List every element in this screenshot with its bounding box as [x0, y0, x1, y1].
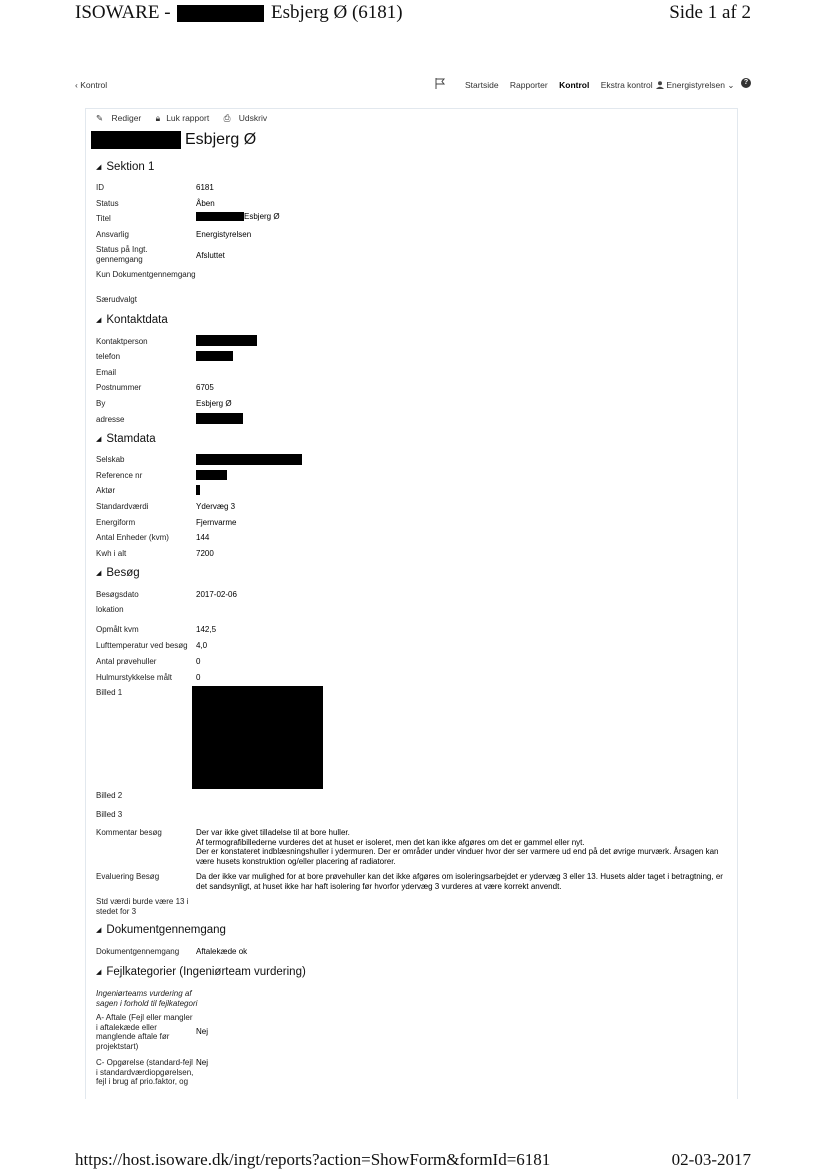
field-value	[196, 335, 257, 346]
field-value: 2017-02-06	[196, 590, 237, 599]
field-value	[196, 485, 200, 495]
field-label: Kontaktperson	[96, 337, 148, 346]
page-title-text: Esbjerg Ø	[185, 131, 257, 148]
field-label: Energiform	[96, 518, 136, 527]
redacted-value	[196, 454, 302, 465]
edit-button-label: Rediger	[111, 113, 142, 123]
field-value: Nej	[196, 1058, 209, 1067]
field-label: Standardværdi	[96, 502, 149, 511]
field-value: Aftalekæde ok	[196, 947, 248, 956]
field-value: 142,5	[196, 625, 217, 634]
titel-text: Esbjerg Ø	[244, 212, 280, 221]
collapse-triangle-icon: ◢	[96, 316, 102, 324]
field-label: Kommentar besøg	[96, 828, 162, 837]
billed1-image[interactable]	[192, 686, 323, 789]
redacted-value	[196, 485, 200, 495]
section-title: Fejlkategorier (Ingeniørteam vurdering)	[106, 966, 306, 978]
field-label: Selskab	[96, 455, 125, 464]
user-menu[interactable]	[656, 80, 734, 91]
print-header-app: ISOWARE -	[75, 2, 171, 23]
fejl-intro: Ingeniørteams vurdering af sagen i forhold til fejlkategori	[96, 989, 198, 1008]
field-label: Billed 2	[96, 791, 123, 800]
chevron-left-icon: ‹	[75, 80, 78, 90]
field-label: Email	[96, 368, 117, 377]
print-button-label: Udskriv	[238, 113, 268, 123]
field-value: 6181	[196, 183, 214, 192]
field-value: 0	[196, 673, 201, 682]
help-icon[interactable]: ?	[741, 78, 751, 88]
field-value: Esbjerg Ø	[196, 399, 232, 408]
edit-button[interactable]	[96, 113, 147, 123]
field-label: C- Opgørelse (standard-fejl i standardværdiopgørelsen, fejl i brug af prio.faktor, og	[96, 1058, 194, 1086]
back-link-label: Kontrol	[80, 80, 108, 90]
kommentar-line: Der var ikke givet tilladelse til at bore huller.	[196, 828, 350, 837]
collapse-triangle-icon: ◢	[96, 926, 102, 934]
field-label: Aktør	[96, 486, 116, 495]
field-value: Ydervæg 3	[196, 502, 236, 511]
kommentar-line: Der er konstateret indblæsningshuller i ydermuren. Der er områder under vinduer hvor der ser varmere ud end på det øvrige murværk. Årsagen kan være husets konstruktion og/eller placering af radiatorer.	[196, 847, 719, 866]
lock-button-label: Luk rapport	[166, 113, 210, 123]
field-label: Kwh i alt	[96, 549, 127, 558]
section-besog[interactable]	[96, 567, 140, 579]
collapse-triangle-icon: ◢	[96, 163, 102, 171]
collapse-triangle-icon: ◢	[96, 569, 102, 577]
section-title: Kontaktdata	[106, 314, 168, 326]
field-value	[196, 351, 233, 361]
field-value: Nej	[196, 1027, 209, 1036]
field-label: Reference nr	[96, 471, 143, 480]
field-label: Særudvalgt	[96, 295, 137, 304]
redacted-value	[196, 335, 257, 346]
redacted-image	[192, 686, 323, 789]
evaluering-text: Da der ikke var mulighed for at bore prøvehuller kan det ikke afgøres om isoleringsarbejdet er ydervæg 3 eller 13. Husets alder taget i betragtning, er det sandsynligt, at huset ikke har haft isolering før hvorfor ydervæg 3 vurderes at være korrekt anvendt.	[196, 872, 723, 891]
field-label: Billed 3	[96, 810, 123, 819]
field-label: Besøgsdato	[96, 590, 139, 599]
field-label: Hulmurstykkelse målt	[96, 673, 173, 682]
page-title	[91, 131, 256, 153]
section-title: Sektion 1	[106, 161, 155, 173]
field-label: Antal Enheder (kvm)	[96, 533, 169, 542]
field-label: Kun Dokumentgennemgang	[96, 270, 196, 279]
user-menu-label: Energistyrelsen	[666, 80, 725, 90]
edit-icon: ✎	[96, 113, 104, 123]
field-label: telefon	[96, 352, 121, 361]
field-label: Postnummer	[96, 383, 142, 392]
field-label: By	[96, 399, 106, 408]
nav-links	[465, 80, 662, 90]
toolbar	[96, 113, 279, 124]
field-label: Lufttemperatur ved besøg	[96, 641, 188, 650]
lock-icon: 🔒︎	[155, 113, 161, 123]
print-footer-url: https://host.isoware.dk/ingt/reports?action=ShowForm&formId=6181	[75, 1150, 551, 1169]
nav-link-kontrol[interactable]: Kontrol	[559, 80, 590, 90]
kommentar-text	[196, 828, 726, 866]
collapse-triangle-icon: ◢	[96, 968, 102, 976]
section-kontaktdata[interactable]	[96, 314, 168, 326]
field-label: Titel	[96, 214, 111, 223]
kommentar-line: Af termografibillederne vurderes det at huset er isoleret, men det kan ikke afgøres om det er gammel eller nyt.	[196, 837, 585, 847]
section-title: Stamdata	[106, 433, 156, 445]
user-icon	[656, 81, 664, 89]
field-value	[196, 470, 227, 480]
field-label: Antal prøvehuller	[96, 657, 157, 666]
nav-link-startside[interactable]: Startside	[465, 80, 499, 90]
field-value: Energistyrelsen	[196, 230, 252, 239]
print-header-title	[75, 2, 403, 24]
print-icon: ⎙	[223, 113, 231, 123]
print-footer	[0, 1150, 826, 1169]
print-header-suffix: Esbjerg Ø (6181)	[271, 2, 403, 23]
field-value: Fjernvarme	[196, 518, 237, 527]
field-value: Åben	[196, 199, 215, 208]
print-header-page: Side 1 af 2	[669, 2, 751, 23]
field-label: Status på Ingt. gennemgang	[96, 245, 148, 264]
redacted-value	[196, 212, 244, 221]
field-value: 144	[196, 533, 210, 542]
field-label: Ansvarlig	[96, 230, 129, 239]
nav-link-rapporter[interactable]: Rapporter	[509, 80, 548, 90]
report-content	[85, 108, 738, 1099]
field-label: Evaluering Besøg	[96, 872, 160, 881]
redacted-value	[196, 351, 233, 361]
print-footer-date: 02-03-2017	[671, 1150, 751, 1169]
field-value	[196, 454, 302, 465]
field-value: 4,0	[196, 641, 208, 650]
print-button[interactable]	[224, 113, 274, 123]
field-label: Status	[96, 199, 119, 208]
field-label: A- Aftale (Fejl eller mangler i aftalekæde eller manglende aftale før projektstart)	[96, 1013, 193, 1051]
navbar	[75, 78, 751, 96]
field-value: Afsluttet	[196, 251, 225, 260]
redacted-name	[177, 5, 264, 22]
field-label: ID	[96, 183, 104, 192]
back-link[interactable]	[75, 80, 107, 90]
redacted-value	[196, 470, 227, 480]
field-value-titel	[196, 212, 280, 222]
section-title: Dokumentgennemgang	[106, 924, 226, 936]
field-label: adresse	[96, 415, 125, 424]
field-label: Billed 1	[96, 688, 123, 697]
field-value: 0	[196, 657, 201, 666]
field-label: lokation	[96, 605, 124, 614]
field-value	[196, 413, 243, 424]
chevron-down-icon: ⌄	[727, 80, 735, 90]
collapse-triangle-icon: ◢	[96, 435, 102, 443]
section-dokumentgennemgang[interactable]	[96, 924, 226, 936]
field-label: Dokumentgennemgang	[96, 947, 180, 956]
section-stamdata[interactable]	[96, 433, 156, 445]
flag-icon[interactable]	[435, 78, 446, 91]
nav-link-ekstra-kontrol[interactable]: Ekstra kontrol	[600, 80, 653, 90]
lock-report-button[interactable]	[156, 113, 216, 123]
section-fejlkategorier[interactable]	[96, 966, 306, 978]
field-label: Std værdi burde være 13 i stedet for 3	[96, 897, 189, 916]
print-header	[0, 0, 826, 30]
field-value: 7200	[196, 549, 214, 558]
section-title: Besøg	[106, 567, 140, 579]
redacted-value	[196, 413, 243, 424]
redacted-title	[91, 131, 181, 149]
field-label: Opmålt kvm	[96, 625, 139, 634]
section-sektion1[interactable]	[96, 161, 154, 173]
field-value: 6705	[196, 383, 214, 392]
